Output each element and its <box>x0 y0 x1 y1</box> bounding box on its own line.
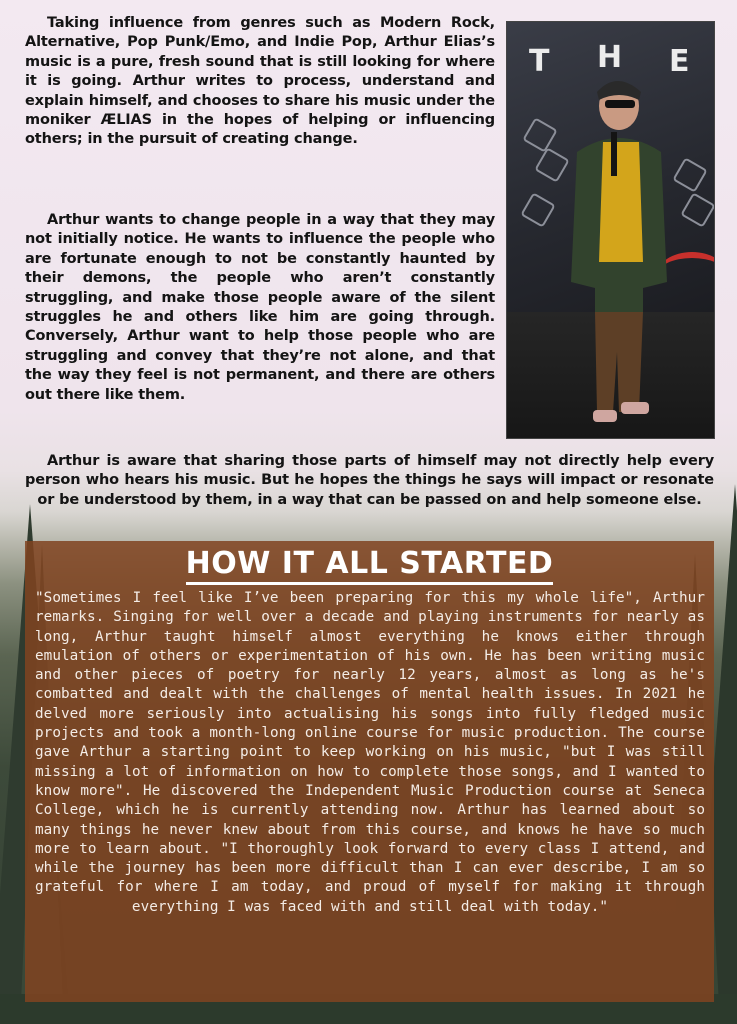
sign-letter: E <box>669 44 690 79</box>
intro-paragraph-2: Arthur wants to change people in a way that they may not initially notice. He wants to influence the people who are fortunate enough to not be constantly haunted by their demons, the people who aren’t constantly struggling, and make those people aware of the silent struggles he and others like him are going through. Conversely, Arthur want to help those people who are struggling and convey that they’re not alone, and that the way they feel is not permanent, and there are others out there like them. <box>25 212 495 403</box>
intro-paragraph-1: Taking influence from genres such as Modern Rock, Alternative, Pop Punk/Emo, and Indie Pop, Arthur Elias’s music is a pure, fresh sound that is still looking for where it is going. Arthur writes to process, understand and explain himself, and chooses to share his music under the moniker ÆLIAS in the hopes of helping or influencing others; in the pursuit of creating change. <box>25 15 495 148</box>
performer-figure <box>547 62 687 432</box>
intro-paragraph-3: Arthur is aware that sharing those parts of himself may not directly help every person who hears his music. But he hopes the things he says will impact or resonate or be understood by them, in a way that can be passed on and help someone else. <box>25 453 714 508</box>
story-body-text: "Sometimes I feel like I’ve been preparing for this my whole life", Arthur remarks. Singing for well over a decade and playing instruments for nearly as long, Arthur taught himself almost everything he knows either through emulation of others or experimentation of his own. He has been writing music and other pieces of poetry for nearly 12 years, almost as long as he's combatted and dealt with the challenges of mental health issues. In 2021 he delved more seriously into actualising his songs into fully fledged music projects and took a month-long online course for music production. The course gave Arthur a starting point to keep working on his music, "but I was still missing a lot of information on how to complete those songs, and I wanted to know more". He discovered the Independent Music Production course at Seneca College, which he is currently attending now. Arthur has learned about so many things he never knew about from this course, and knows he have so much more to learn about. "I thoroughly look forward to every class I attend, and while the journey has been more difficult than I can ever describe, I am so grateful for where I am today, and proud of myself for making it through everything I was faced with and still deal with today." <box>35 590 705 915</box>
section-heading <box>25 545 714 583</box>
artist-photo <box>506 21 715 439</box>
sign-letter: H <box>597 40 623 75</box>
story-section <box>25 541 714 1002</box>
sign-letter: T <box>529 44 550 79</box>
section-heading-text: HOW IT ALL STARTED <box>186 546 554 585</box>
